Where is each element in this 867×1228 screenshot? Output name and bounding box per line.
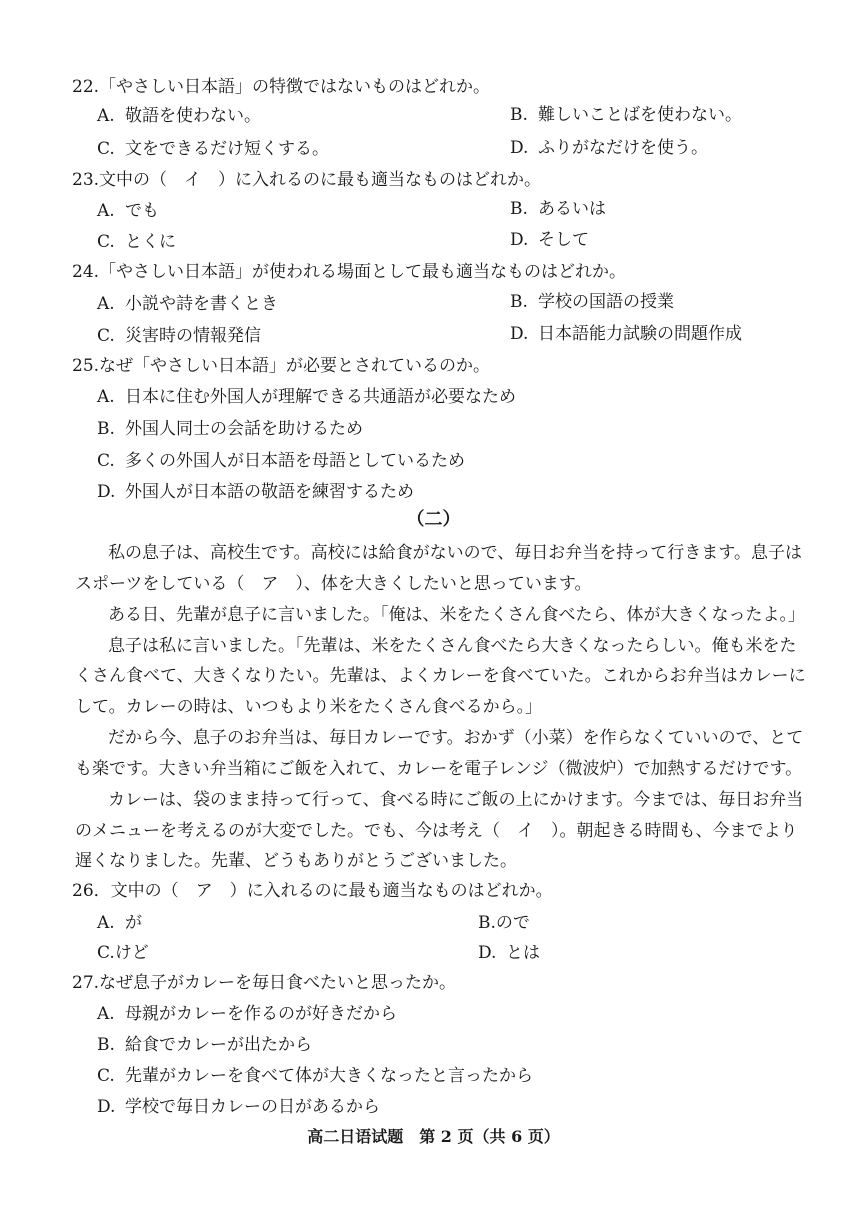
option-letter: C. <box>97 232 115 252</box>
passage-line: 息子は私に言いました。「先輩は、米をたくさん食べたら大きくなったらしい。俺も米をた <box>108 636 797 656</box>
option-letter: D. <box>510 324 529 344</box>
option-letter: A. <box>97 913 115 933</box>
option-letter: B. <box>510 105 528 125</box>
option-letter: A. <box>97 1004 115 1024</box>
option-text: そして <box>538 230 589 250</box>
option-letter: A. <box>97 294 115 314</box>
passage-line: も楽です。大きい弁当箱にご飯を入れて、カレーを電子レンジ（微波炉）で加熱するだけです。 <box>75 759 803 779</box>
question-27-option-b[interactable] <box>97 1034 312 1056</box>
option-letter: D. <box>478 943 497 963</box>
passage-line: 私の息子は、高校生です。高校には給食がないので、毎日お弁当を持って行きます。息子は <box>108 543 802 563</box>
option-text: とは <box>506 943 540 963</box>
passage-line: だから今、息子のお弁当は、毎日カレーです。おかず（小菜）を作らなくていいので、とて <box>108 728 804 748</box>
option-letter: C. <box>97 1066 115 1086</box>
question-27-stem: 27.なぜ息子がカレーを毎日食べたいと思ったか。 <box>72 973 457 993</box>
option-letter: B. <box>97 1035 115 1055</box>
passage-line: ある日、先輩が息子に言いました。「俺は、米をたくさん食べたら、体が大きくなったよ。」 <box>108 605 805 625</box>
option-text: ふりがなだけを使う。 <box>538 138 708 158</box>
question-26-stem: 26．文中の（ ア ）に入れるのに最も適当なものはどれか。 <box>72 881 553 901</box>
option-text: 先輩がカレーを食べて体が大きくなったと言ったから <box>125 1066 533 1086</box>
question-22-stem: 22.「やさしい日本語」の特徴ではないものはどれか。 <box>72 77 491 97</box>
question-24-option-d[interactable] <box>510 323 742 345</box>
question-25-option-a[interactable] <box>97 386 516 408</box>
option-text: 多くの外国人が日本語を母語としているため <box>125 451 465 471</box>
option-letter: B. <box>510 292 528 312</box>
option-text: 給食でカレーが出たから <box>125 1035 312 1055</box>
option-text: あるいは <box>538 199 606 219</box>
question-25-option-d[interactable] <box>97 481 414 503</box>
option-letter: D. <box>97 482 116 502</box>
option-letter: C. <box>97 326 115 346</box>
option-text: けど <box>114 943 149 963</box>
question-23-option-a[interactable] <box>97 200 159 222</box>
question-27-option-a[interactable] <box>97 1003 397 1025</box>
passage-line: スポーツをしている（ ア ）、体を大きくしたいと思っています。 <box>75 574 592 594</box>
option-letter: B. <box>97 419 115 439</box>
section-title: （二） <box>406 509 461 530</box>
question-22-option-d[interactable] <box>510 137 708 159</box>
question-26-option-a[interactable] <box>97 912 142 934</box>
passage-line: 遅くなりました。先輩、どうもありがとうございました。 <box>75 851 517 871</box>
option-text: 小説や詩を書くとき <box>125 294 278 314</box>
option-letter: A. <box>97 387 115 407</box>
question-26-option-d[interactable] <box>478 942 540 964</box>
option-text: 災害時の情報発信 <box>125 326 261 346</box>
option-text: ので <box>495 913 530 933</box>
page-footer: 高二日语试题 第 2 页（共 6 页） <box>307 1127 560 1146</box>
option-text: 日本に住む外国人が理解できる共通語が必要なため <box>125 387 516 407</box>
question-27-option-c[interactable] <box>97 1065 533 1087</box>
passage-line: カレーは、袋のまま持って行って、食べる時にご飯の上にかけます。今までは、毎日お弁当 <box>108 790 804 810</box>
question-22-option-b[interactable] <box>510 104 742 126</box>
option-letter: D. <box>510 138 529 158</box>
question-26-option-c[interactable] <box>97 942 149 964</box>
option-text: 外国人が日本語の敬語を練習するため <box>125 482 414 502</box>
passage-line: して。カレーの時は、いつもより米をたくさん食べるから。」 <box>75 697 543 717</box>
passage-line: くさん食べて、大きくなりたい。先輩は、よくカレーを食べていた。これからお弁当はカレーに <box>75 666 806 686</box>
question-24-stem: 24.「やさしい日本語」が使われる場面として最も適当なものはどれか。 <box>72 262 627 282</box>
option-text: とくに <box>125 232 176 252</box>
question-24-option-b[interactable] <box>510 291 674 313</box>
question-23-option-c[interactable] <box>97 231 176 253</box>
question-25-stem: 25.なぜ「やさしい日本語」が必要とされているのか。 <box>72 356 491 376</box>
option-text: 外国人同士の会話を助けるため <box>125 419 363 439</box>
question-22-option-a[interactable] <box>97 105 261 127</box>
question-25-option-c[interactable] <box>97 450 465 472</box>
question-24-option-c[interactable] <box>97 325 261 347</box>
option-letter: A. <box>97 106 115 126</box>
option-letter: D. <box>510 230 529 250</box>
question-23-option-b[interactable] <box>510 198 606 220</box>
passage-line: のメニューを考えるのが大変でした。でも、今は考え（ イ ）。朝起きる時間も、今までより <box>75 821 798 841</box>
option-text: 学校の国語の授業 <box>538 292 674 312</box>
option-letter: C. <box>97 451 115 471</box>
question-23-option-d[interactable] <box>510 229 589 251</box>
question-23-stem: 23.文中の（ イ ）に入れるのに最も適当なものはどれか。 <box>72 170 542 190</box>
option-letter: D. <box>97 1097 116 1117</box>
option-letter: C. <box>97 139 115 159</box>
option-letter: B. <box>478 913 496 933</box>
question-27-option-d[interactable] <box>97 1096 380 1118</box>
option-letter: B. <box>510 199 528 219</box>
option-text: 学校で毎日カレーの日があるから <box>125 1097 380 1117</box>
question-24-option-a[interactable] <box>97 293 278 315</box>
option-text: 母親がカレーを作るのが好きだから <box>125 1004 397 1024</box>
option-text: 文をできるだけ短くする。 <box>125 139 329 159</box>
option-text: が <box>125 913 142 933</box>
question-26-option-b[interactable] <box>478 912 530 934</box>
option-text: 日本語能力試験の問題作成 <box>538 324 742 344</box>
option-text: 難しいことばを使わない。 <box>538 105 742 125</box>
option-text: 敬語を使わない。 <box>125 106 261 126</box>
option-letter: C. <box>97 943 115 963</box>
option-letter: A. <box>97 201 115 221</box>
question-22-option-c[interactable] <box>97 138 329 160</box>
question-25-option-b[interactable] <box>97 418 363 440</box>
option-text: でも <box>125 201 159 221</box>
